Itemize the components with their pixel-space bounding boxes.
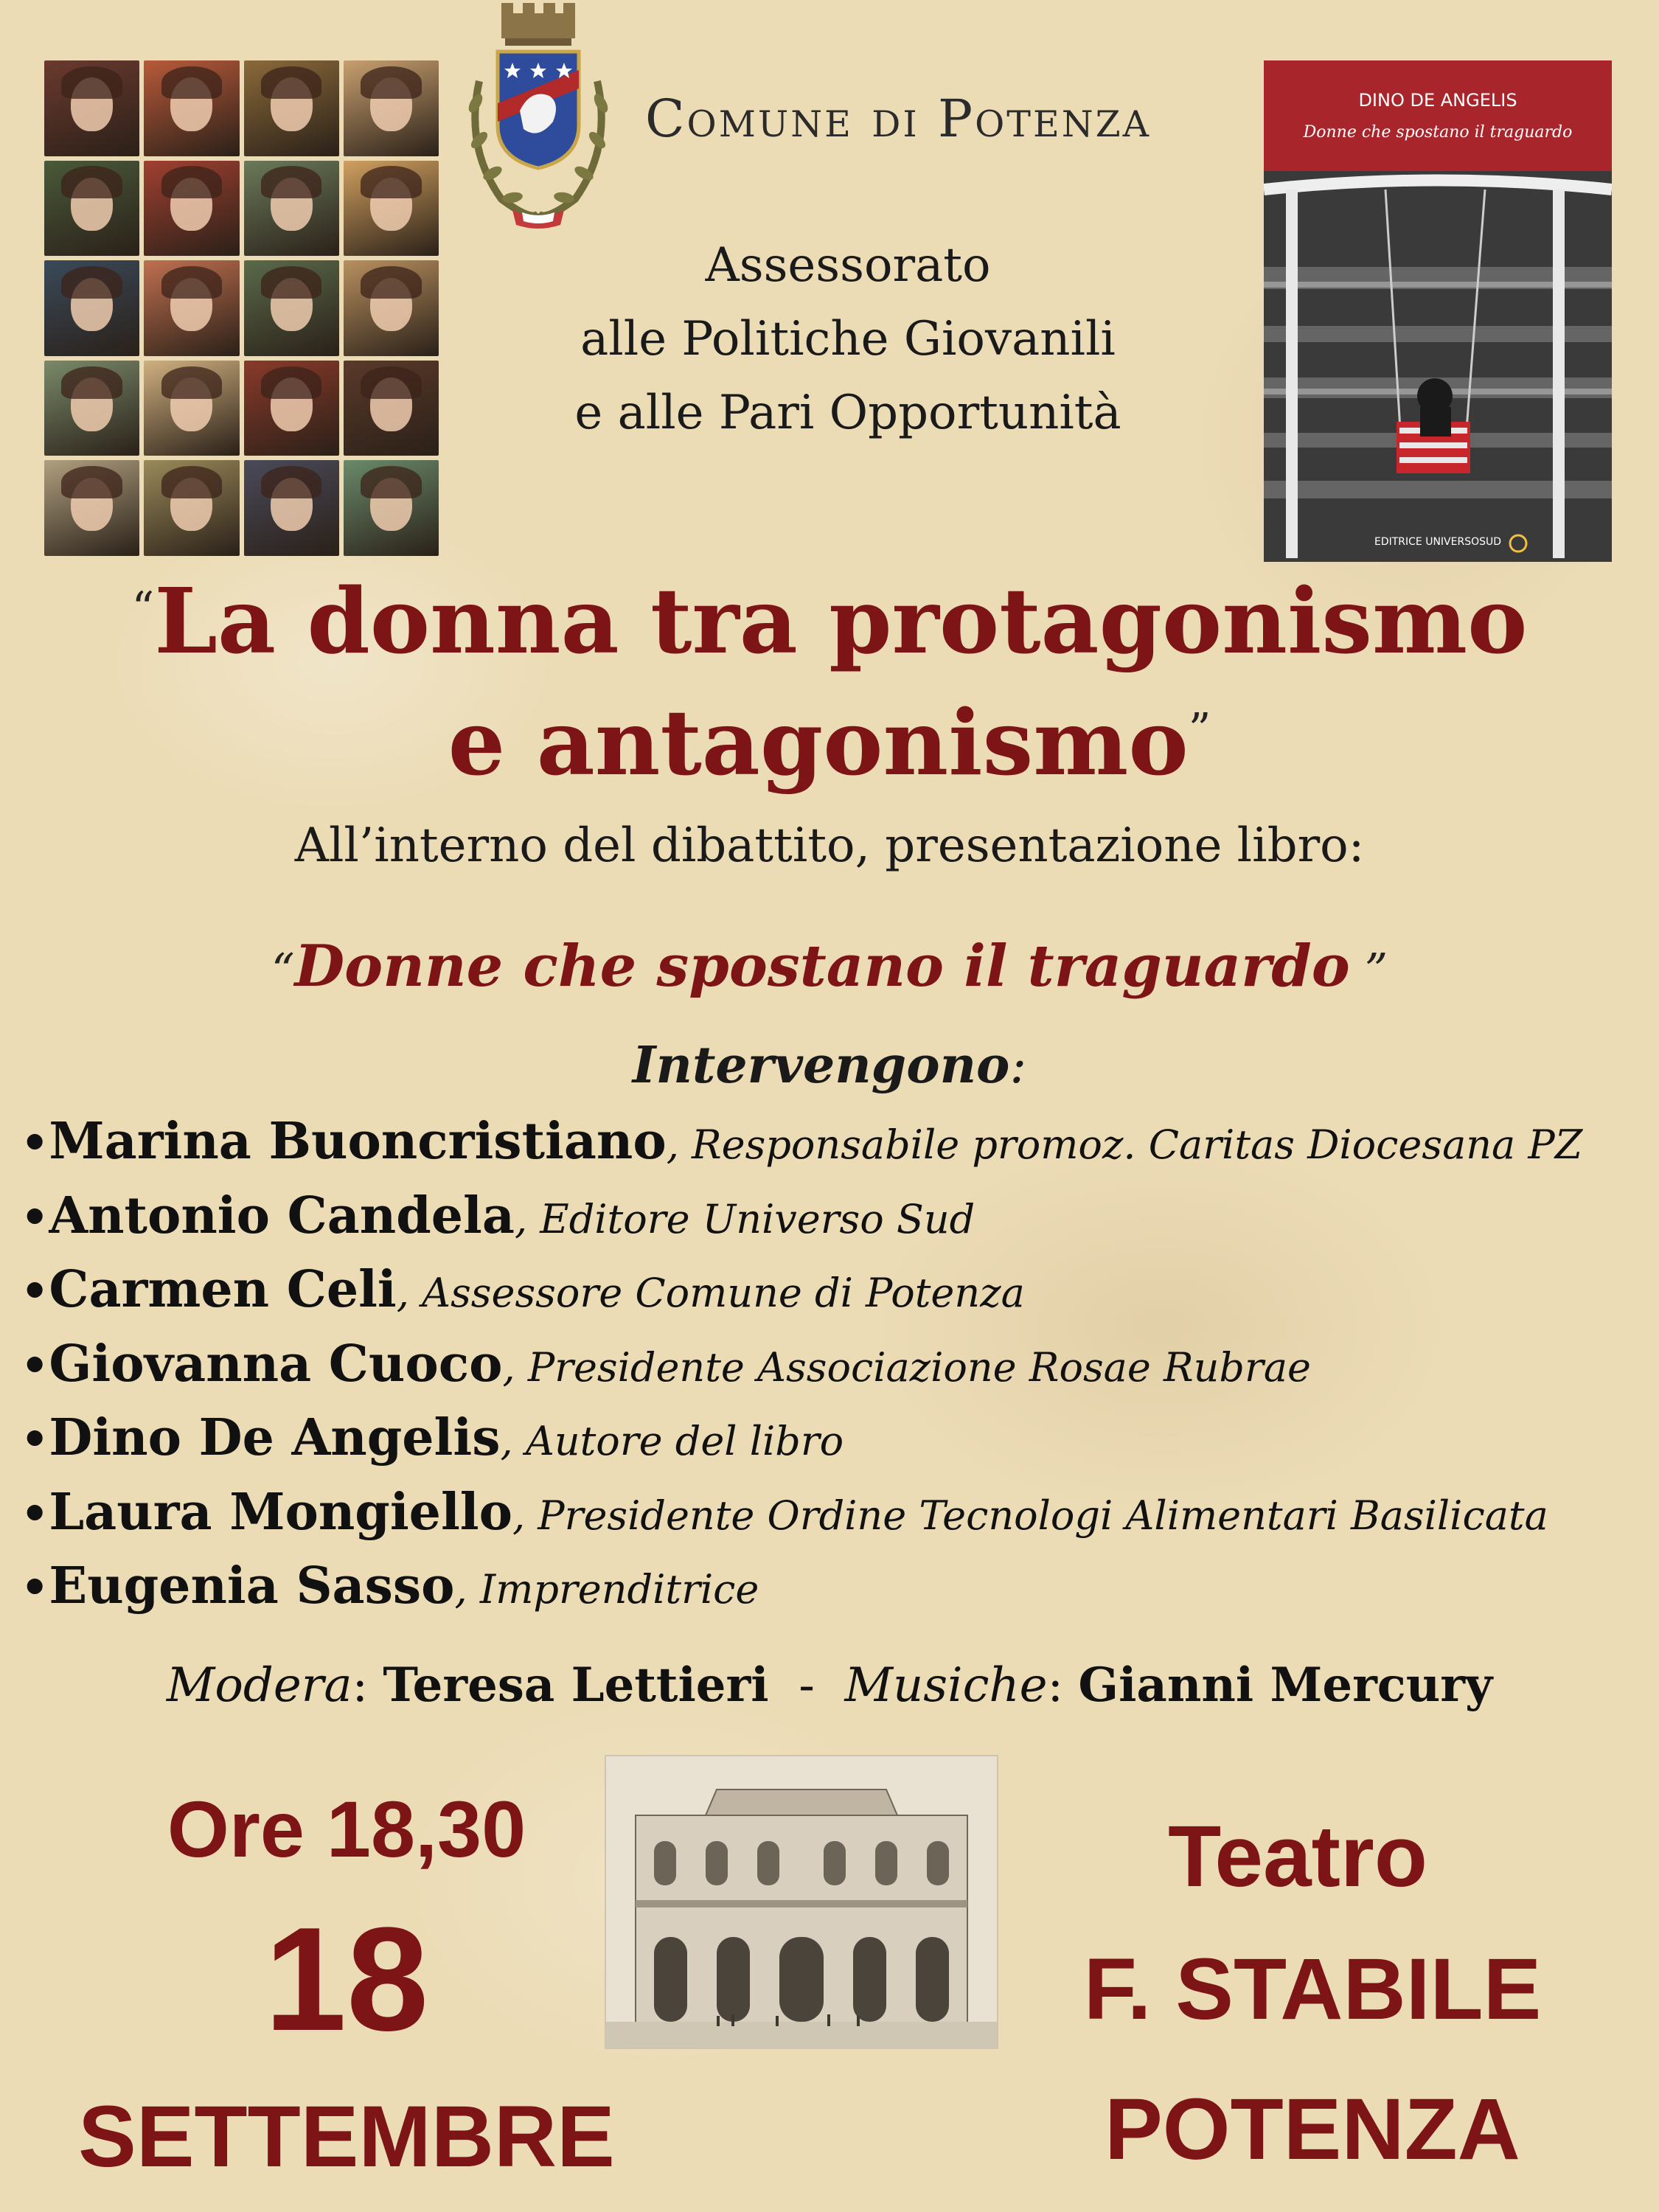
portrait-tile: [244, 161, 339, 257]
assessorato-block: [472, 229, 1224, 450]
portrait-tile: [344, 460, 439, 556]
book-cover-title: Donne che spostano il traguardo: [1303, 123, 1573, 142]
speakers-heading: [0, 1036, 1659, 1095]
bullet-icon: •: [21, 1488, 49, 1540]
venue-line-1: Teatro: [1168, 1808, 1427, 1905]
coat-of-arms-emblem: [442, 0, 634, 236]
speaker-name: Eugenia Sasso: [49, 1557, 455, 1615]
portrait-tile: [144, 161, 239, 257]
bullet-icon: •: [21, 1118, 49, 1169]
event-title-line-2: [0, 689, 1659, 796]
bullet-icon: •: [21, 1340, 49, 1392]
book-title-text: Donne che spostano il traguardo: [294, 933, 1350, 1000]
bullet-icon: •: [21, 1562, 49, 1614]
speaker-item: [21, 1186, 1650, 1261]
assessorato-line: alle Politiche Giovanili: [580, 312, 1116, 366]
speaker-item: [21, 1557, 1650, 1631]
portrait-tile: [244, 361, 339, 456]
speaker-role: , Autore del libro: [500, 1418, 844, 1464]
event-title-text-1: La donna tra protagonismo: [154, 568, 1528, 674]
crown-icon: [501, 3, 575, 46]
speaker-name: Dino De Angelis: [49, 1408, 501, 1467]
open-quote: “: [131, 582, 155, 634]
credits-line: [0, 1658, 1659, 1713]
speaker-item: [21, 1260, 1650, 1335]
portrait-tile: [244, 460, 339, 556]
speaker-item: [21, 1335, 1650, 1409]
speaker-role: , Presidente Associazione Rosae Rubrae: [502, 1343, 1311, 1391]
portrait-tile: [244, 260, 339, 356]
portrait-tile: [44, 60, 139, 156]
event-month: SETTEMBRE: [78, 2088, 615, 2185]
venue-line-2: F. STABILE: [1083, 1941, 1542, 2038]
portrait-tile: [44, 161, 139, 257]
speaker-name: Marina Buoncristiano: [49, 1112, 667, 1171]
portrait-tile: [44, 361, 139, 456]
speakers-list: [21, 1112, 1650, 1631]
portrait-tile: [44, 460, 139, 556]
colon: :: [352, 1658, 383, 1713]
theatre-building-illustration: [606, 1756, 997, 2048]
bullet-icon: •: [21, 1266, 49, 1318]
book-open-quote: “: [271, 943, 295, 997]
book-title: [0, 933, 1659, 1000]
speaker-role: , Assessore Comune di Potenza: [396, 1270, 1025, 1316]
event-day: 18: [264, 1897, 429, 2062]
portrait-tile: [144, 260, 239, 356]
theatre-photo: [605, 1755, 998, 2049]
speaker-role: , Imprenditrice: [454, 1566, 759, 1613]
book-cover-image: [1264, 60, 1612, 562]
book-cover-publisher: EDITRICE UNIVERSOSUD: [1374, 536, 1502, 548]
colon: :: [1047, 1658, 1079, 1713]
bullet-icon: •: [21, 1192, 49, 1244]
assessorato-line: e alle Pari Opportunità: [574, 386, 1121, 440]
portrait-tile: [344, 60, 439, 156]
venue-line-3: POTENZA: [1105, 2081, 1520, 2178]
portrait-tile: [344, 161, 439, 257]
portrait-tile: [144, 460, 239, 556]
speaker-name: Giovanna Cuoco: [49, 1334, 503, 1394]
music-name: Gianni Mercury: [1078, 1658, 1493, 1713]
event-subtitle: All’interno del dibattito, presentazione libro:: [294, 818, 1365, 873]
portrait-tile: [144, 60, 239, 156]
moderator-name: Teresa Lettieri: [383, 1658, 769, 1713]
music-label: Musiche: [844, 1658, 1048, 1713]
portrait-tile: [44, 260, 139, 356]
speakers-heading-text: Intervengono: [632, 1036, 1010, 1095]
speaker-item: [21, 1408, 1650, 1483]
speaker-item: [21, 1483, 1650, 1557]
speaker-name: Antonio Candela: [49, 1186, 515, 1245]
speaker-name: Carmen Celi: [49, 1260, 397, 1319]
credits-separator: -: [768, 1658, 845, 1713]
assessorato-line: Assessorato: [705, 238, 991, 293]
portrait-tile: [144, 361, 239, 456]
comune-title: Comune di Potenza: [645, 88, 1152, 149]
portrait-tile: [344, 260, 439, 356]
moderator-label: Modera: [166, 1658, 352, 1713]
book-cover-header: [1264, 60, 1612, 171]
event-title-line-1: [0, 568, 1659, 674]
speaker-name: Laura Mongiello: [49, 1482, 512, 1542]
speaker-role: , Responsabile promoz. Caritas Diocesana PZ: [666, 1121, 1583, 1168]
book-cover-author: DINO DE ANGELIS: [1358, 90, 1517, 111]
book-close-quote: ”: [1349, 943, 1388, 997]
speaker-item: [21, 1112, 1650, 1186]
close-quote: ”: [1188, 704, 1211, 756]
portrait-collage: [44, 60, 439, 556]
portrait-tile: [344, 361, 439, 456]
event-time: Ore 18,30: [167, 1784, 526, 1874]
speakers-heading-colon: :: [1009, 1037, 1027, 1095]
bullet-icon: •: [21, 1414, 49, 1466]
event-title-text-2: e antagonismo: [448, 689, 1189, 796]
speaker-role: , Presidente Ordine Tecnologi Alimentari Basilicata: [512, 1492, 1548, 1539]
portrait-tile: [244, 60, 339, 156]
speaker-role: , Editore Universo Sud: [514, 1195, 975, 1242]
